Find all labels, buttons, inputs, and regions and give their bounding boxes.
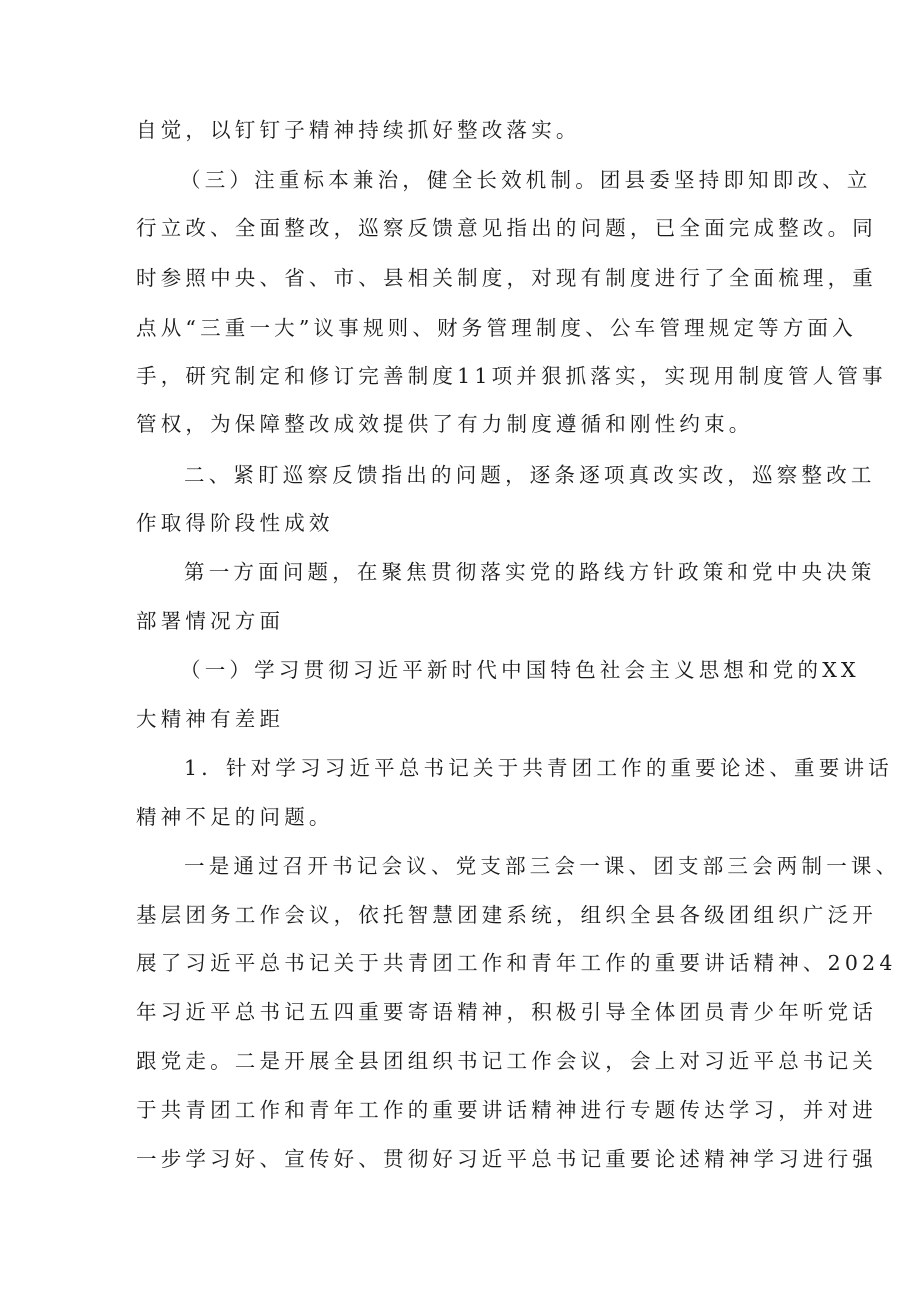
paragraph-line: 自觉，以钉钉子精神持续抓好整改落实。 (136, 118, 581, 142)
section-heading-line: 作取得阶段性成效 (136, 511, 334, 535)
paragraph-line: 年习近平总书记五四重要寄语精神，积极引导全体团员青少年听党话 (136, 1000, 877, 1024)
paragraph-line: 展了习近平总书记关于共青团工作和青年工作的重要讲话精神、2024 (136, 951, 897, 975)
paragraph-line: 基层团务工作会议，依托智慧团建系统，组织全县各级团组织广泛开 (136, 903, 877, 927)
item-heading-line: 精神不足的问题。 (136, 805, 334, 829)
subsection-heading-line: 大精神有差距 (136, 707, 285, 731)
paragraph-line: 于共青团工作和青年工作的重要讲话精神进行专题传达学习，并对进 (136, 1098, 877, 1122)
paragraph-line: 第一方面问题，在聚焦贯彻落实党的路线方针政策和党中央决策 (184, 560, 876, 584)
section-heading-line: （三）注重标本兼治，健全长效机制。团县委坚持即知即改、立 (180, 168, 872, 192)
paragraph-line: 部署情况方面 (136, 609, 285, 633)
paragraph-line: 手，研究制定和修订完善制度11项并狠抓落实，实现用制度管人管事 (136, 364, 887, 388)
paragraph-line: 一步学习好、宣传好、贯彻好习近平总书记重要论述精神学习进行强 (136, 1147, 877, 1171)
paragraph-line: 一是通过召开书记会议、党支部三会一课、团支部三会两制一课、 (184, 854, 901, 878)
subsection-heading-line: （一）学习贯彻习近平新时代中国特色社会主义思想和党的XX (180, 658, 860, 682)
paragraph-line: 管权，为保障整改成效提供了有力制度遵循和刚性约束。 (136, 412, 754, 436)
paragraph-line: 时参照中央、省、市、县相关制度，对现有制度进行了全面梳理，重 (136, 266, 877, 290)
section-heading-line: 二、紧盯巡察反馈指出的问题，逐条逐项真改实改，巡察整改工 (184, 463, 876, 487)
paragraph-line: 行立改、全面整改，巡察反馈意见指出的问题，已全面完成整改。同 (136, 216, 877, 240)
paragraph-line: 点从“三重一大”议事规则、财务管理制度、公车管理规定等方面入 (136, 316, 857, 340)
paragraph-line: 跟党走。二是开展全县团组织书记工作会议，会上对习近平总书记关 (136, 1049, 877, 1073)
item-heading-line: 1．针对学习习近平总书记关于共青团工作的重要论述、重要讲话 (184, 756, 893, 780)
